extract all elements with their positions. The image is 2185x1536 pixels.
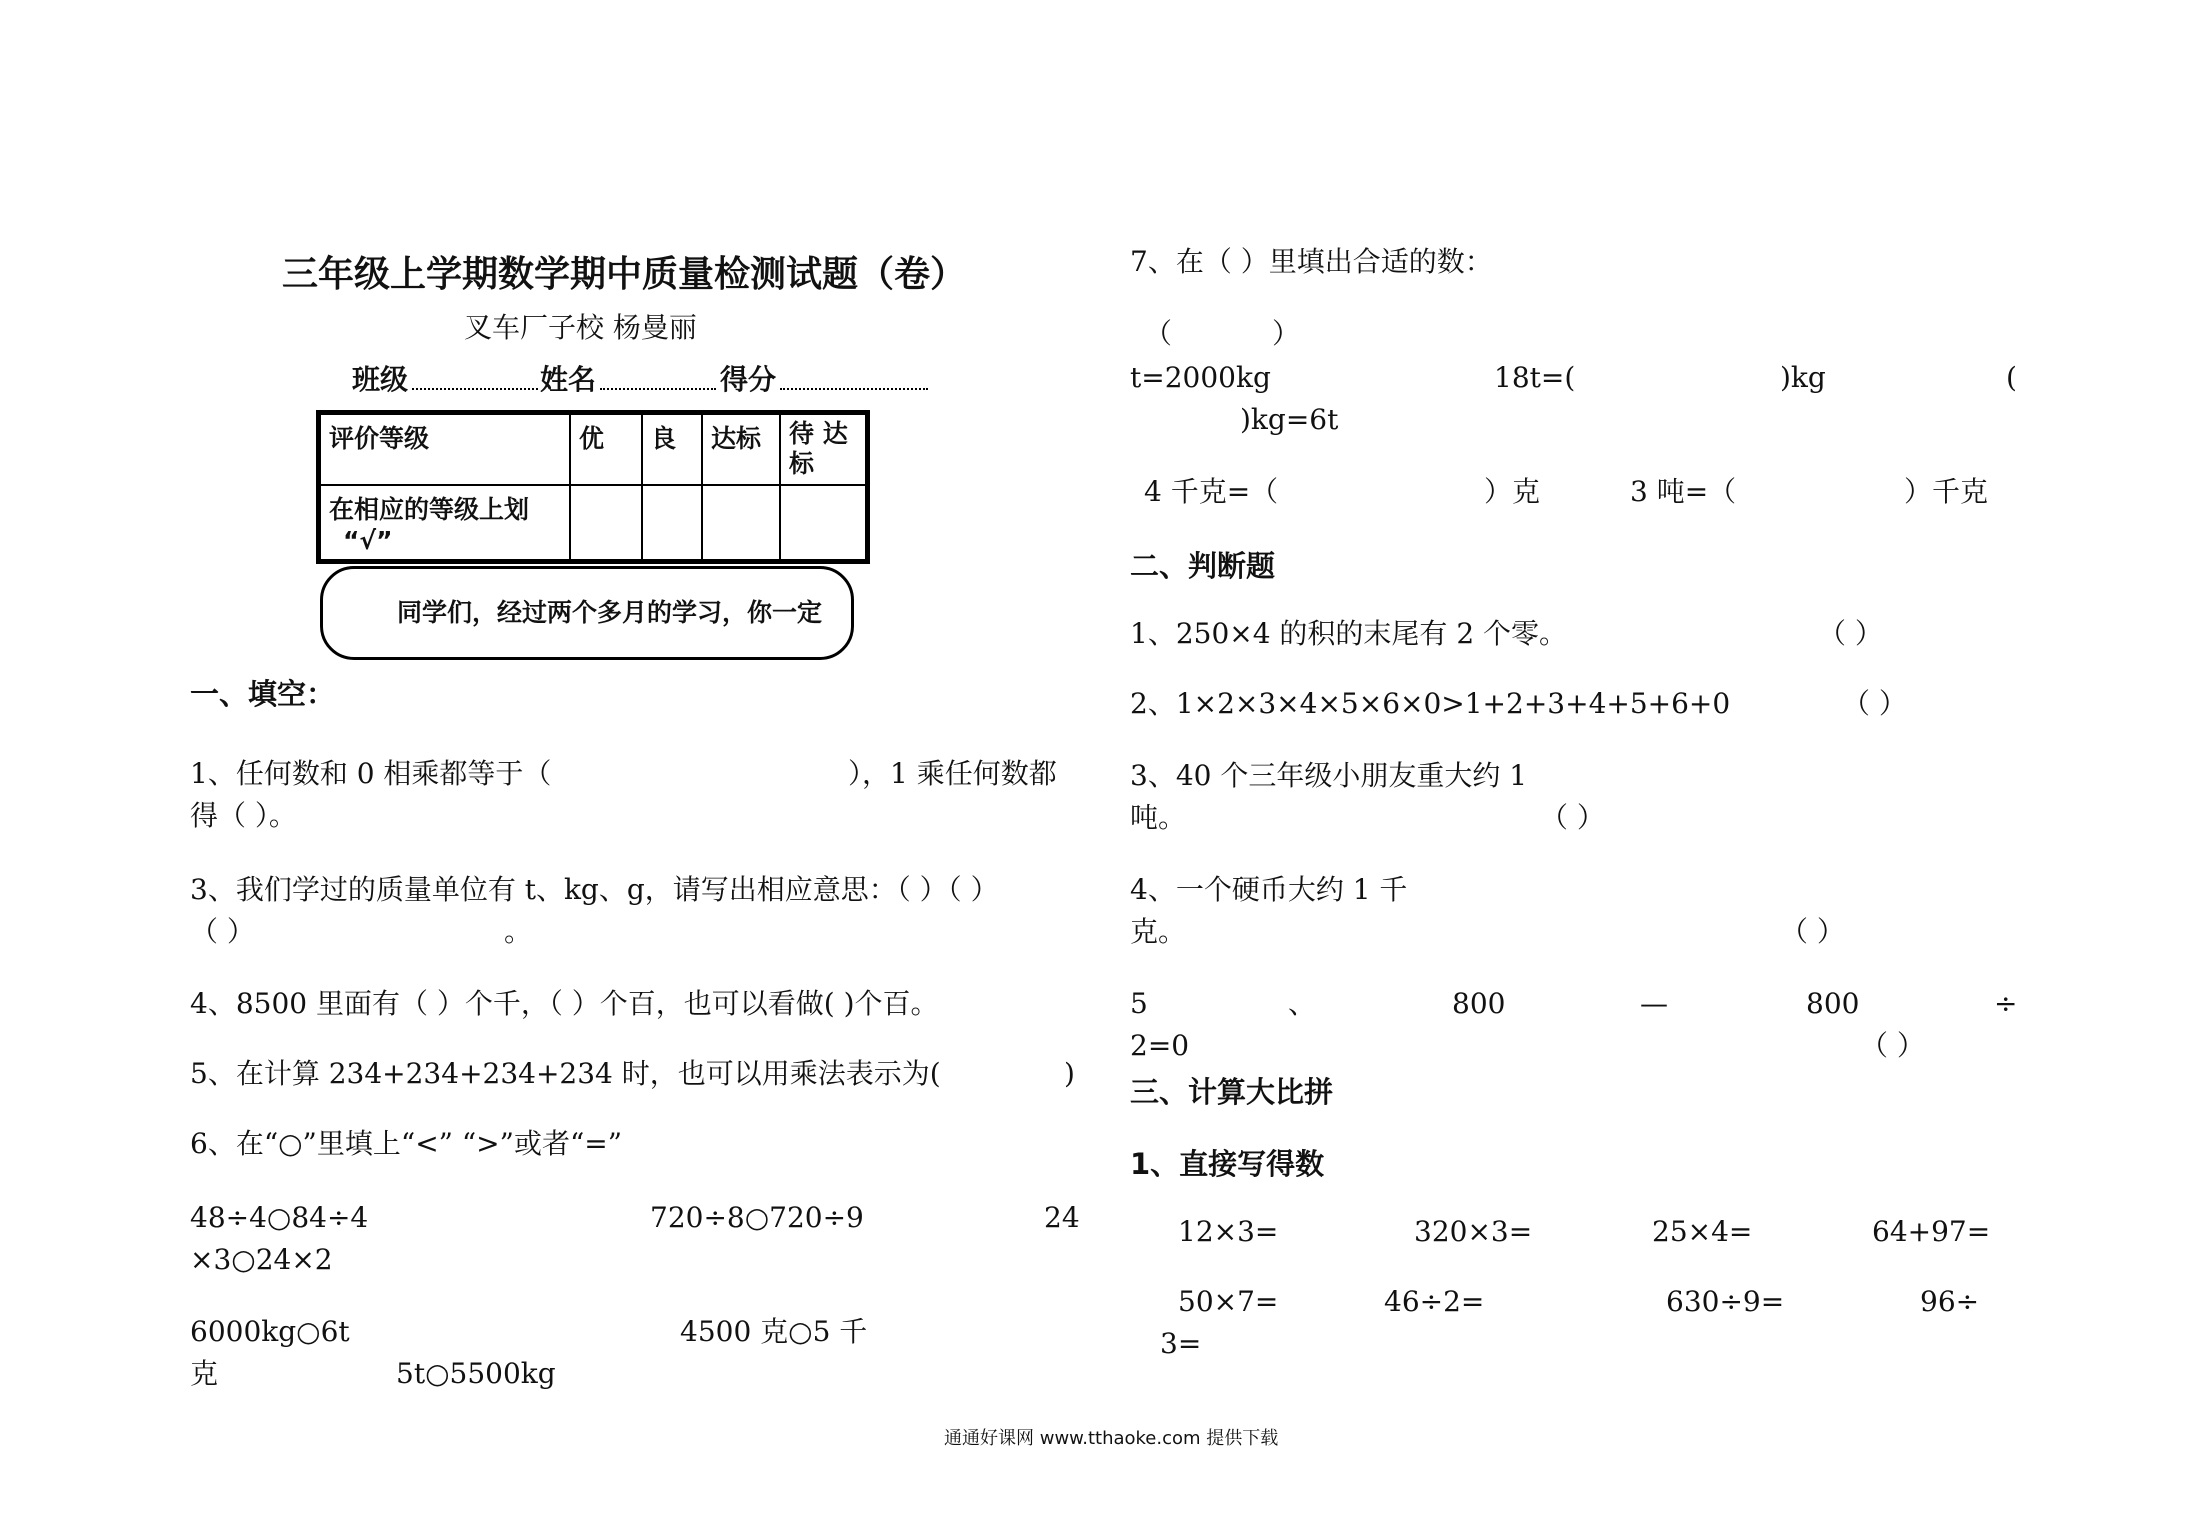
q1-text-a: 1、任何数和 0 相乘都等于（ <box>190 757 552 790</box>
unit-3-a: ( <box>2006 361 2017 394</box>
calc-5: 50×7= <box>1178 1285 1279 1318</box>
calc-1: 12×3= <box>1178 1215 1279 1248</box>
grade-cell-pending[interactable] <box>780 485 868 562</box>
unit-5-b: ）千克 <box>1904 475 1989 508</box>
section-calc-heading: 三、计算大比拼 <box>1130 1075 1334 1109</box>
grade-header-pass: 达标 <box>702 413 780 485</box>
grade-header-excellent: 优 <box>570 413 642 485</box>
q1-text-c: 得（ ）。 <box>190 799 297 832</box>
q5-text-a: 5、在计算 234+234+234+234 时，也可以用乘法表示为( <box>190 1057 941 1090</box>
unit-5-a: 3 吨=（ <box>1630 475 1737 508</box>
grade-cell-pass[interactable] <box>702 485 780 562</box>
calc-sub-heading: 1、直接写得数 <box>1130 1147 1325 1181</box>
encouragement-bubble <box>320 566 854 660</box>
judge-5-part-5: 800 <box>1806 987 1860 1020</box>
grade-row-label-line2: “√” <box>343 525 393 555</box>
compare-5-a: 4500 克○5 千 <box>680 1315 868 1348</box>
q3-text-c: 。 <box>504 915 533 948</box>
class-label: 班级 <box>352 363 409 396</box>
q3-text-a: 3、我们学过的质量单位有 t、kg、g，请写出相应意思：（ ）（ ） <box>190 873 999 906</box>
q6-text: 6、在“○”里填上“<” “>”或者“=” <box>190 1127 623 1160</box>
judge-5-part-4: — <box>1640 987 1668 1020</box>
compare-3-b: ×3○24×2 <box>190 1243 333 1276</box>
name-label: 姓名 <box>540 363 597 396</box>
judge-2-text: 2、1×2×3×4×5×6×0>1+2+3+4+5+6+0 <box>1130 687 1731 720</box>
grade-header-level: 评价等级 <box>319 413 571 485</box>
section-fill-blank-heading: 一、填空： <box>190 677 336 711</box>
compare-6: 5t○5500kg <box>396 1357 556 1390</box>
score-label: 得分 <box>720 363 777 396</box>
q5-text-b: ) <box>1064 1057 1075 1090</box>
judge-5-part-2: 、 <box>1288 987 1317 1020</box>
compare-4: 6000kg○6t <box>190 1315 350 1348</box>
judge-5-part-6: ÷ <box>1994 987 2018 1020</box>
q7-paren-open: （ <box>1144 317 1173 350</box>
bubble-text: 同学们，经过两个多月的学习，你一定 <box>397 598 823 627</box>
unit-3-b: )kg=6t <box>1240 403 1339 436</box>
unit-2-a: 18t=( <box>1494 361 1576 394</box>
section-judge-heading: 二、判断题 <box>1130 549 1276 583</box>
calc-4: 64+97= <box>1872 1215 1991 1248</box>
judge-1-text: 1、250×4 的积的末尾有 2 个零。 <box>1130 617 1568 650</box>
grade-cell-good[interactable] <box>642 485 702 562</box>
q7-text: 7、在（ ）里填出合适的数： <box>1130 245 1493 278</box>
calc-6: 46÷2= <box>1384 1285 1485 1318</box>
calc-7: 630÷9= <box>1666 1285 1785 1318</box>
grade-header-good: 良 <box>642 413 702 485</box>
grade-row-label-line1: 在相应的等级上划 <box>329 494 530 524</box>
calc-2: 320×3= <box>1414 1215 1533 1248</box>
unit-1: t=2000kg <box>1130 361 1271 394</box>
q3-text-b: （ ） <box>190 915 255 948</box>
unit-4-a: 4 千克=（ <box>1144 475 1279 508</box>
q1-text-b: ），1 乘任何数都 <box>848 757 1057 790</box>
class-blank[interactable] <box>412 388 538 390</box>
compare-5-b: 克 <box>190 1357 219 1390</box>
judge-4-paren[interactable]: （ ） <box>1780 915 1845 948</box>
grade-table <box>316 410 870 564</box>
calc-3: 25×4= <box>1652 1215 1753 1248</box>
grade-row-label <box>319 485 571 562</box>
judge-5-part-3: 800 <box>1452 987 1506 1020</box>
judge-3-text-b: 吨。 <box>1130 801 1187 834</box>
unit-2-b: )kg <box>1780 361 1826 394</box>
unit-4-b: ）克 <box>1484 475 1541 508</box>
q7-paren-close: ） <box>1272 317 1301 350</box>
author-line: 叉车厂子校 杨曼丽 <box>464 311 697 344</box>
grade-header-pending: 待 达标 <box>780 413 868 485</box>
calc-8-a: 96÷ <box>1920 1285 1980 1318</box>
compare-2: 720÷8○720÷9 <box>650 1201 864 1234</box>
score-blank[interactable] <box>780 388 928 390</box>
judge-5-text-b: 2=0 <box>1130 1029 1190 1062</box>
judge-5-paren[interactable]: （ ） <box>1860 1029 1925 1062</box>
footer-credit: 通通好课网 www.tthaoke.com 提供下载 <box>944 1428 1279 1449</box>
judge-4-text-a: 4、一个硬币大约 1 千 <box>1130 873 1408 906</box>
judge-2-paren[interactable]: （ ） <box>1842 687 1907 720</box>
compare-3-a: 24 <box>1044 1201 1080 1234</box>
compare-1: 48÷4○84÷4 <box>190 1201 369 1234</box>
page-title: 三年级上学期数学期中质量检测试题（卷） <box>282 254 967 295</box>
judge-3-paren[interactable]: （ ） <box>1540 801 1605 834</box>
judge-5-part-1: 5 <box>1130 987 1148 1020</box>
calc-8-b: 3= <box>1160 1327 1202 1360</box>
name-blank[interactable] <box>600 388 716 390</box>
judge-3-text-a: 3、40 个三年级小朋友重大约 1 <box>1130 759 1528 792</box>
judge-1-paren[interactable]: （ ） <box>1818 617 1883 650</box>
judge-4-text-b: 克。 <box>1130 915 1187 948</box>
q4-text: 4、8500 里面有（ ）个千，（ ）个百，也可以看做( )个百。 <box>190 987 939 1020</box>
grade-cell-excellent[interactable] <box>570 485 642 562</box>
